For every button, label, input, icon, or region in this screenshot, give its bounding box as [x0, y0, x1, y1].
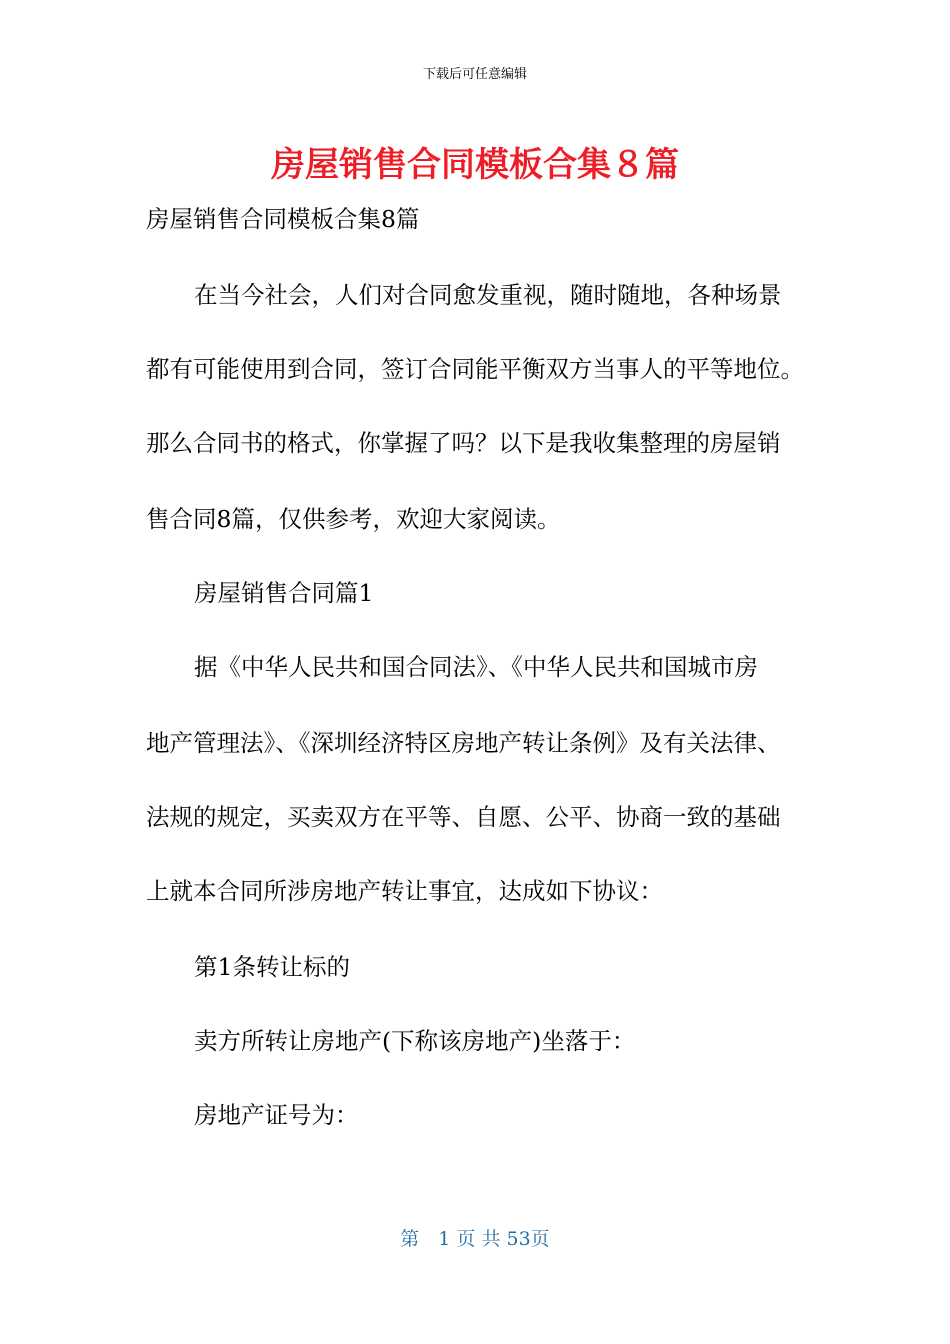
document-subtitle: 房屋销售合同模板合集8篇 [146, 205, 420, 233]
body-line: 都有可能使用到合同，签订合同能平衡双方当事人的平等地位。 [146, 355, 804, 383]
body-line: 在当今社会，人们对合同愈发重视，随时随地，各种场景 [194, 281, 782, 309]
article-heading: 第1条转让标的 [194, 953, 350, 981]
body-line: 据《中华人民共和国合同法》、《中华人民共和国城市房 [194, 653, 758, 681]
document-title: 房屋销售合同模板合集８篇 [271, 145, 679, 185]
body-line: 房地产证号为： [194, 1101, 359, 1129]
body-line: 卖方所转让房地产(下称该房地产)坐落于： [194, 1027, 636, 1055]
body-line: 地产管理法》、《深圳经济特区房地产转让条例》及有关法律、 [146, 729, 781, 757]
page-number-footer: 第 1 页 共 53页 [400, 1228, 550, 1250]
section-heading: 房屋销售合同篇1 [194, 579, 374, 607]
header-note: 下载后可任意编辑 [422, 67, 527, 82]
body-line: 上就本合同所涉房地产转让事宜，达成如下协议： [146, 877, 663, 905]
body-line: 法规的规定，买卖双方在平等、自愿、公平、协商一致的基础 [146, 803, 781, 831]
body-line: 售合同8篇，仅供参考，欢迎大家阅读。 [146, 505, 561, 533]
body-line: 那么合同书的格式，你掌握了吗？以下是我收集整理的房屋销 [146, 429, 781, 457]
